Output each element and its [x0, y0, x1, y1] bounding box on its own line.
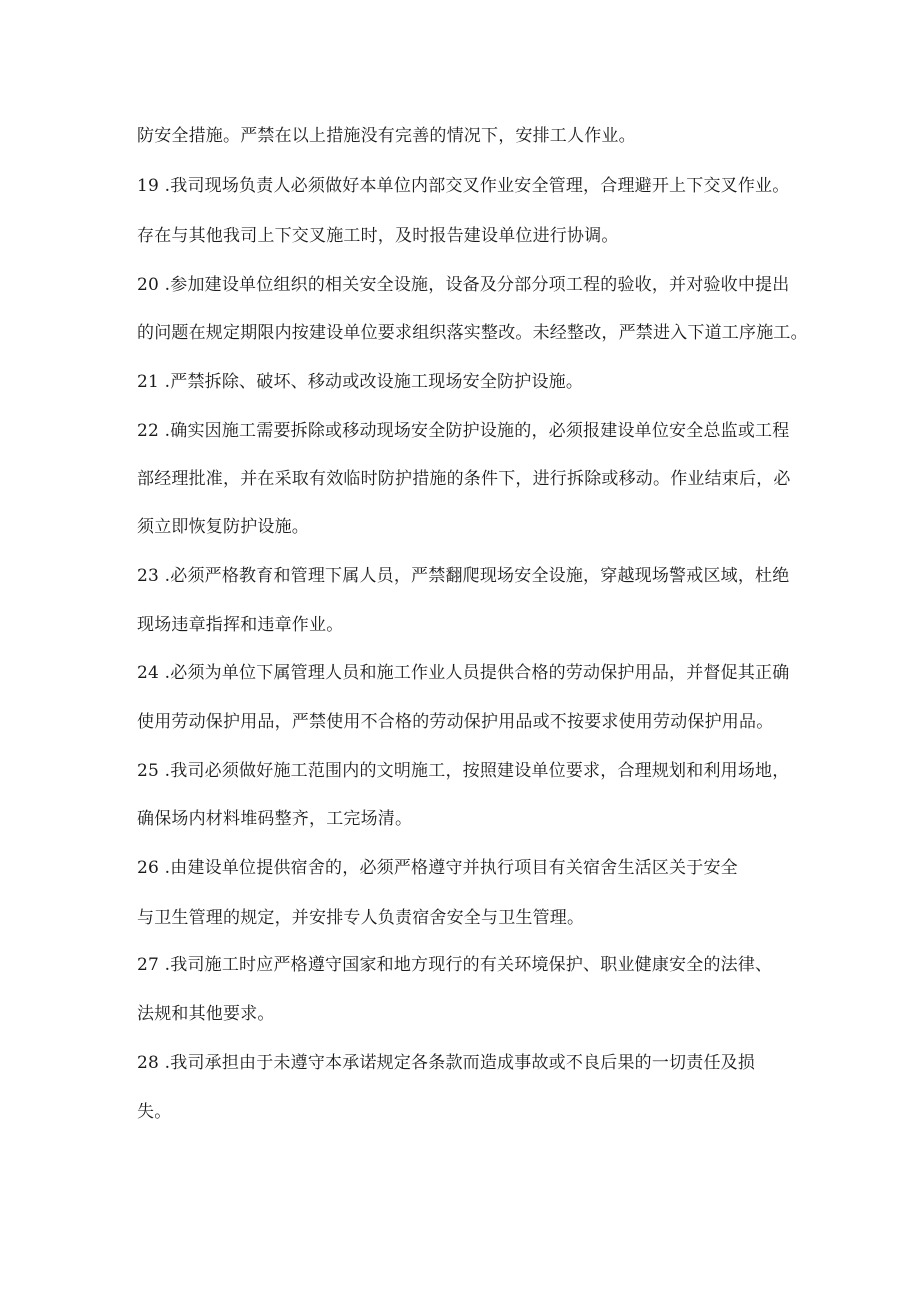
text-line: 25 .我司必须做好施工范围内的文明施工，按照建设单位要求，合理规划和利用场地， [137, 761, 790, 781]
text-line: 法规和其他要求。 [137, 1004, 275, 1024]
text-line: 失。 [137, 1102, 172, 1122]
text-line: 22 .确实因施工需要拆除或移动现场安全防护设施的，必须报建设单位安全总监或工程 [137, 421, 790, 441]
text-line: 须立即恢复防护设施。 [137, 517, 309, 537]
text-line: 28 .我司承担由于未遵守本承诺规定各条款而造成事故或不良后果的一切责任及损 [137, 1053, 756, 1073]
text-line: 与卫生管理的规定，并安排专人负责宿舍安全与卫生管理。 [137, 908, 585, 928]
text-line: 19 .我司现场负责人必须做好本单位内部交叉作业安全管理，合理避开上下交叉作业。 [137, 176, 790, 196]
text-line: 现场违章指挥和违章作业。 [137, 615, 344, 635]
text-line: 27 .我司施工时应严格遵守国家和地方现行的有关环境保护、职业健康安全的法律、 [137, 955, 773, 975]
text-line: 20 .参加建设单位组织的相关安全设施，设备及分部分项工程的验收，并对验收中提出 [137, 275, 790, 295]
text-line: 确保场内材料堆码整齐，工完场清。 [137, 809, 413, 829]
text-line: 21 .严禁拆除、破坏、移动或改设施工现场安全防护设施。 [137, 372, 584, 392]
text-line: 26 .由建设单位提供宿舍的，必须严格遵守并执行项目有关宿舍生活区关于安全 [137, 858, 738, 878]
text-line: 23 .必须严格教育和管理下属人员，严禁翻爬现场安全设施，穿越现场警戒区域，杜绝 [137, 566, 790, 586]
text-line: 的问题在规定期限内按建设单位要求组织落实整改。未经整改，严禁进入下道工序施工。 [137, 323, 808, 343]
text-line: 部经理批准，并在采取有效临时防护措施的条件下，进行拆除或移动。作业结束后，必 [137, 469, 791, 489]
text-line: 存在与其他我司上下交叉施工时，及时报告建设单位进行协调。 [137, 226, 619, 246]
text-line: 24 .必须为单位下属管理人员和施工作业人员提供合格的劳动保护用品，并督促其正确 [137, 663, 790, 683]
text-line: 使用劳动保护用品，严禁使用不合格的劳动保护用品或不按要求使用劳动保护用品。 [137, 712, 774, 732]
text-line: 防安全措施。严禁在以上措施没有完善的情况下，安排工人作业。 [137, 126, 636, 146]
